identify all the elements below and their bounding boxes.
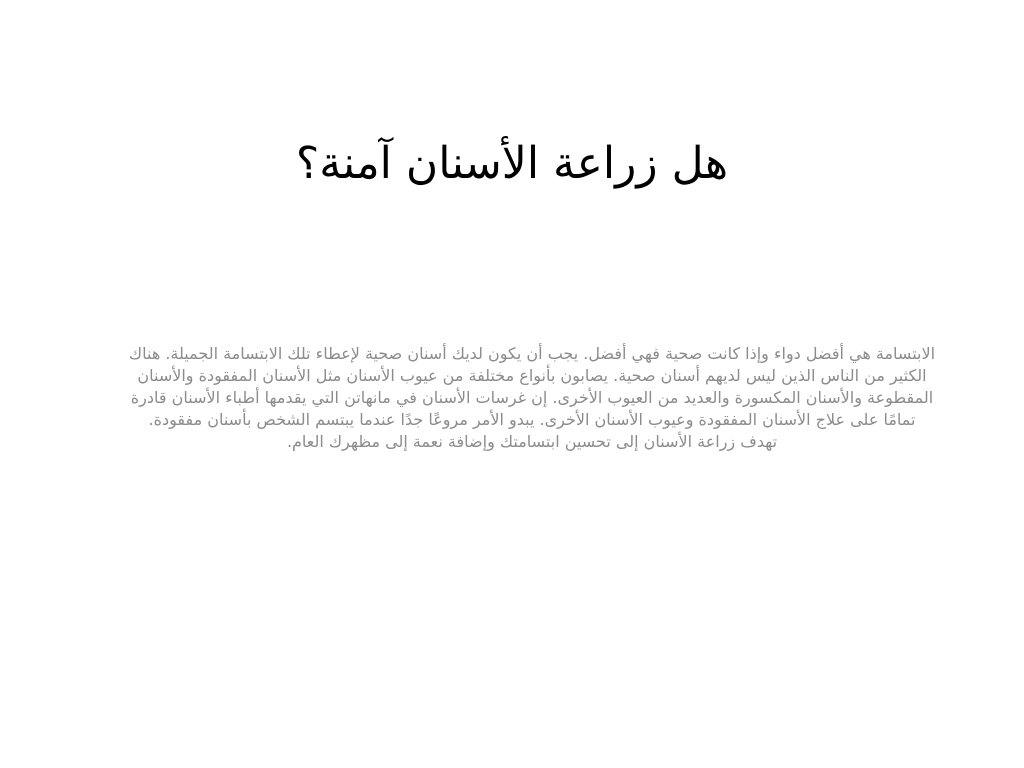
- slide-title: هل زراعة الأسنان آمنة؟: [295, 138, 729, 189]
- slide-body-text: الابتسامة هي أفضل دواء وإذا كانت صحية فهي أفضل. يجب أن يكون لديك أسنان صحية لإعطاء تلك الابتسامة الجميلة. هناك الكثير من الناس الذين ليس لديهم أسنان صحية. يصابون بأنواع مختلفة من عيوب الأسنان مثل الأسنان المفقودة والأسنان المقطوعة والأسنان المكسورة والعديد من العيوب الأخرى. إن غرسات الأسنان في مانهاتن التي يقدمها أطباء الأسنان قادرة تمامًا على علاج الأسنان المفقودة وعيوب الأسنان الأخرى. يبدو الأمر مروعًا جدًا عندما يبتسم الشخص بأسنان مفقودة. تهدف زراعة الأسنان إلى تحسين ابتسامتك وإضافة نعمة إلى مظهرك العام.: [128, 344, 936, 451]
